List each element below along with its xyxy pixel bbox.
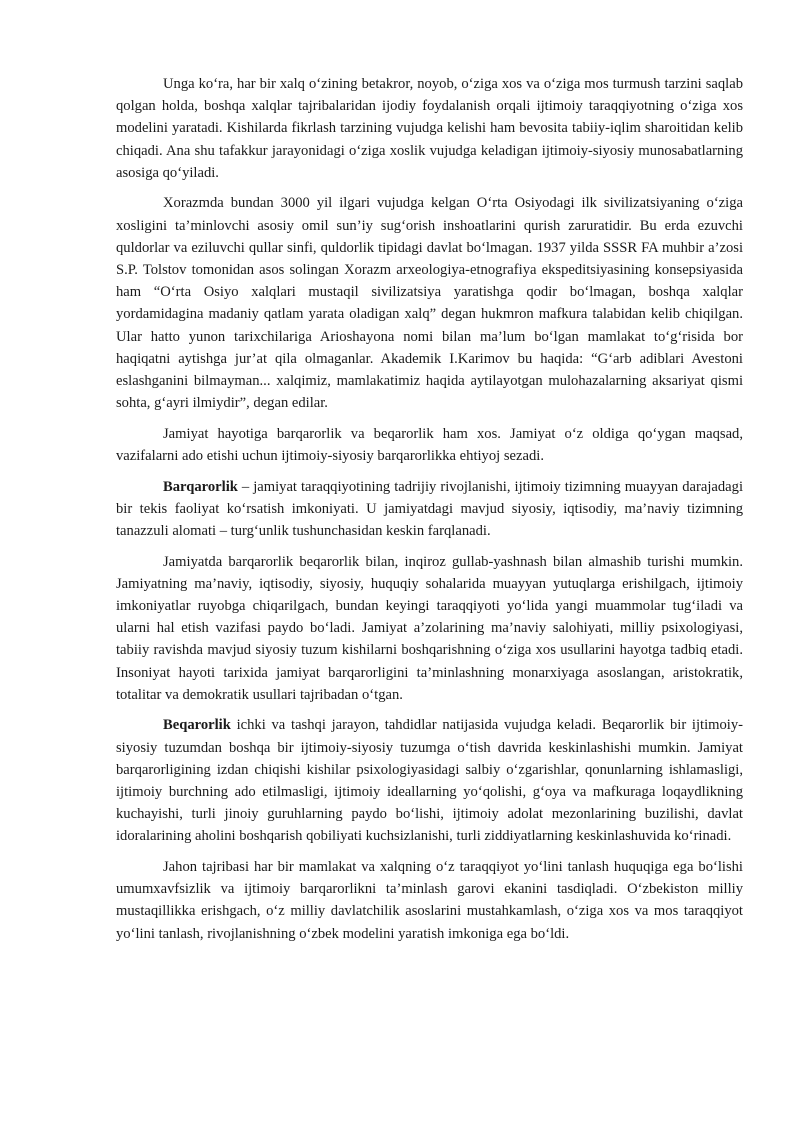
paragraph-1 bbox=[116, 73, 743, 184]
term-barqarorlik: Barqarorlik bbox=[163, 478, 238, 495]
term-beqarorlik: Beqarorlik bbox=[163, 717, 231, 734]
paragraph-7 bbox=[116, 856, 743, 945]
paragraph-4-barqarorlik bbox=[116, 476, 743, 543]
paragraph-4-text: – jamiyat taraqqiyotining tadrijiy rivojlanishi, ijtimoiy tizimning muayyan darajadagi bir tekis faoliyat ko‘rsatish imkoniyati. U jamiyatdagi mavjud siyosiy, iqtisodiy, ma’naviy tizimning tanazzuli alomati – turg‘unlik tushunchasidan keskin farqlanadi. bbox=[116, 478, 743, 540]
paragraph-5-text: Jamiyatda barqarorlik beqarorlik bilan, inqiroz gullab-yashnash bilan almashib turishi mumkin. Jamiyatning ma’naviy, iqtisodiy, siyosiy, huquqiy sohalarida muayyan yutuqlarga erishilgach, ijtimoiy imkoniyatlar ruyobga chiqarilgach, bundan keyingi taraqqiyoti yo‘lida yangi muammolar tug‘iladi va ularni hal etish vazifasi paydo bo‘ladi. Jamiyat a’zolarining ma’naviy salohiyati, milliy psixologiyasi, tabiiy ravishda mavjud siyosiy tuzum kishilarni boshqarishning o‘ziga xos usullarini hayotga tadbiq etadi. Insoniyat hayoti tarixida jamiyat barqarorligini ta’minlashning monarxiyaga asoslangan, aristokratik, totalitar va demokratik usullari tajribadan o‘tgan. bbox=[116, 553, 743, 703]
document-page bbox=[116, 73, 743, 953]
paragraph-3-text: Jamiyat hayotiga barqarorlik va beqarorlik ham xos. Jamiyat o‘z oldiga qo‘ygan maqsad, vazifalarni ado etishi uchun ijtimoiy-siyosiy barqarorlikka ehtiyoj sezadi. bbox=[116, 425, 743, 465]
paragraph-1-text: Unga ko‘ra, har bir xalq o‘zining betakror, noyob, o‘ziga xos va o‘ziga mos turmush tarzini saqlab qolgan holda, boshqa xalqlar tajribalaridan ijodiy foydalanish orqali ijtimoiy taraqqiyotning o‘ziga xos modelini yaratadi. Kishilarda fikrlash tarzining vujudga kelishi ham bevosita tabiiy-iqlim sharoitidan kelib chiqadi. Ana shu tafakkur jarayonidagi o‘ziga xoslik vujudga keladigan ijtimoiy-siyosiy munosabatlarning asosiga qo‘yiladi. bbox=[116, 76, 743, 181]
paragraph-2 bbox=[116, 192, 743, 414]
paragraph-6-beqarorlik bbox=[116, 714, 743, 847]
paragraph-3 bbox=[116, 423, 743, 467]
paragraph-7-text: Jahon tajribasi har bir mamlakat va xalqning o‘z taraqqiyot yo‘lini tanlash huquqiga ega bo‘lishi umumxavfsizlik va ijtimoiy barqarorlikni ta’minlash garovi ekanini tasdiqladi. O‘zbekiston milliy mustaqillikka erishgach, o‘z milliy davlatchilik asoslarini mustahkamlash, o‘ziga xos va mos taraqqiyot yo‘lini tanlash, rivojlanishning o‘zbek modelini yaratish imkoniga ega bo‘ldi. bbox=[116, 859, 743, 942]
paragraph-5 bbox=[116, 551, 743, 706]
paragraph-6-text: ichki va tashqi jarayon, tahdidlar natijasida vujudga keladi. Beqarorlik bir ijtimoiy-siyosiy tuzumdan boshqa bir ijtimoiy-siyosiy tuzumga o‘tish davrida keskinlashishi mumkin. Jamiyat barqarorligining izdan chiqishi kishilar psixologiyasidagi salbiy o‘zgarishlar, qonunlarning ishlamasligi, ijtimoiy burchning ado etilmasligi, ijtimoiy ideallarning yo‘qolishi, g‘oya va mafkuraga loqaydlikning kuchayishi, turli jinoiy guruhlarning paydo bo‘lishi, ijtimoiy adolat mezonlarining buzilishi, davlat idoralarining aholini boshqarish qobiliyati kuchsizlanishi, turli ziddiyatlarning keskinlashuvida ko‘rinadi. bbox=[116, 717, 743, 845]
paragraph-2-text: Xorazmda bundan 3000 yil ilgari vujudga kelgan O‘rta Osiyodagi ilk sivilizatsiyaning o‘ziga xosligini ta’minlovchi asosiy omil sun’iy sug‘orish inshoatlarini qurish zaruratidir. Bu erda ezuvchi quldorlar va eziluvchi qullar sinfi, quldorlik tipidagi davlat bo‘lmagan. 1937 yilda SSSR FA muhbir a’zosi S.P. Tolstov tomonidan asos solingan Xorazm arxeologiya-etnografiya ekspeditsiyasining konsepsiyasida ham “O‘rta Osiyo xalqlari mustaqil sivilizatsiya yaratishga qodir bo‘lmagan, boshqa xalqlar yordamidagina madaniy qatlam yarata oladigan xalq” degan hukmron mafkura talabidan kelib chiqilgan. Ular hatto yunon tarixchilariga Arioshayona nomi bilan ma’lum bo‘lgan mamlakat to‘g‘risida bor haqiqatni aytishga jur’at qila olmaganlar. Akademik I.Karimov bu haqida: “G‘arb adiblari Avestoni eslashganini bilmayman... xalqimiz, mamlakatimiz haqida aytilayotgan mulohazalarning aksariyat qismi sohta, g‘ayri ilmiydir”, degan edilar. bbox=[116, 195, 743, 412]
